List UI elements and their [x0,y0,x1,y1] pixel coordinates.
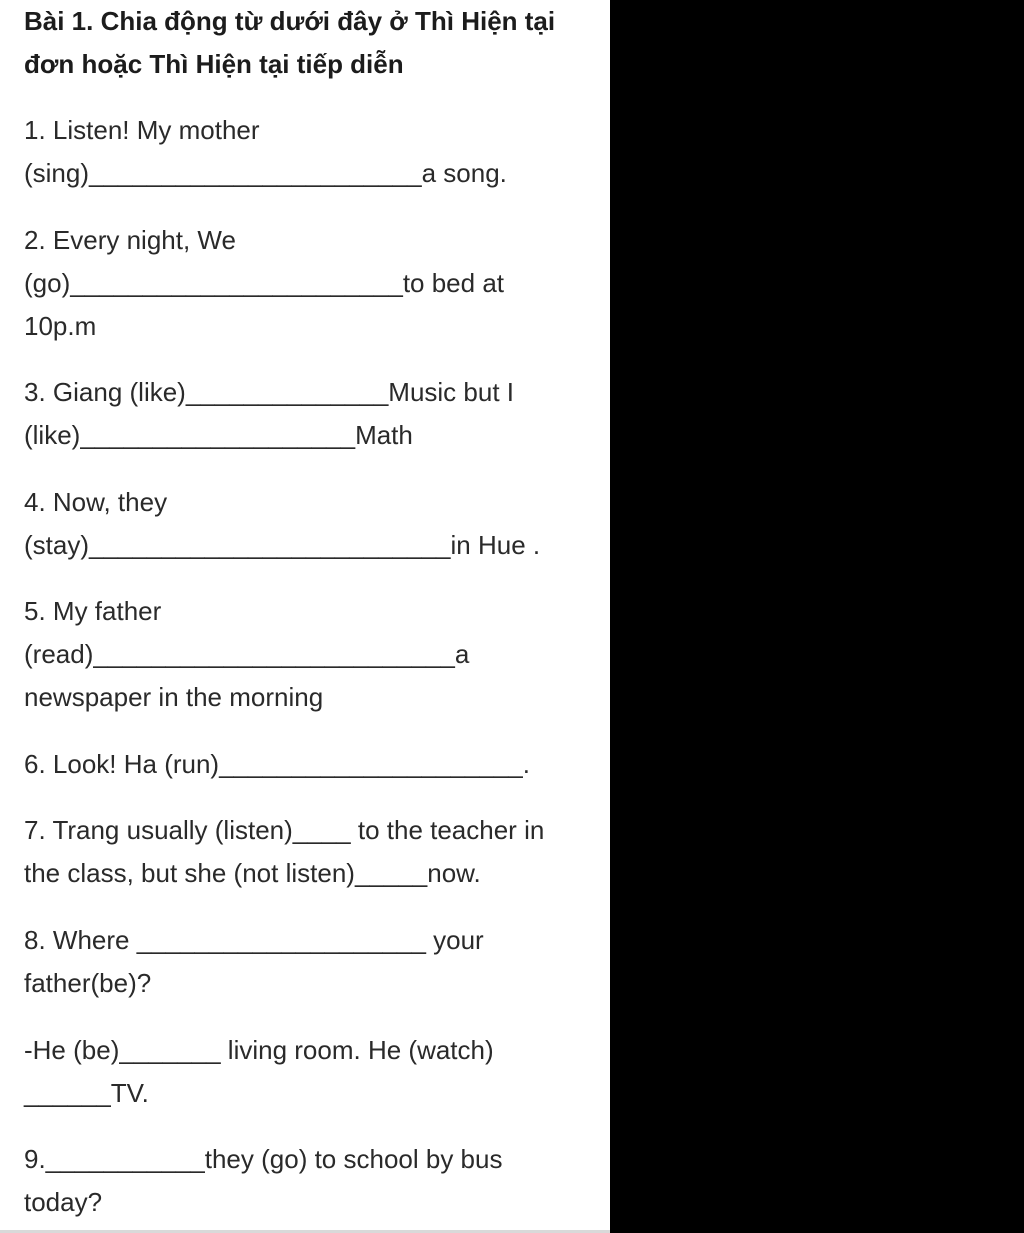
question-line: (like)___________________Math [24,420,413,450]
question-line: newspaper in the morning [24,682,324,712]
exercise-title [24,0,604,86]
question-line: 10p.m [24,311,97,341]
question-line: the class, but she (not listen)_____now. [24,858,481,888]
title-line: đơn hoặc Thì Hiện tại tiếp diễn [24,49,404,79]
question-7 [24,809,604,895]
question-5 [24,590,604,719]
question-line: 5. My father [24,596,162,626]
question-line: ______TV. [24,1078,149,1108]
question-line: 2. Every night, We [24,225,236,255]
question-line: 3. Giang (like)______________Music but I [24,377,514,407]
black-margin [610,0,1024,1233]
question-line: (sing)_______________________a song. [24,158,507,188]
question-line: 6. Look! Ha (run)_____________________. [24,749,530,779]
question-line: 9.___________they (go) to school by bus [24,1144,503,1174]
question-line: father(be)? [24,968,152,998]
question-line: 7. Trang usually (listen)____ to the teacher in [24,815,545,845]
question-9 [24,1138,604,1224]
question-line: (read)_________________________a [24,639,470,669]
question-6 [24,743,604,786]
title-line: Bài 1. Chia động từ dưới đây ở Thì Hiện tại [24,6,556,36]
question-line: 4. Now, they [24,487,168,517]
question-line: (go)_______________________to bed at [24,268,505,298]
question-4 [24,481,604,567]
question-line: 1. Listen! My mother [24,115,260,145]
question-1 [24,109,604,195]
question-line: today? [24,1187,103,1217]
question-8-answer [24,1029,604,1115]
question-3 [24,371,604,457]
question-2 [24,219,604,348]
question-line: -He (be)_______ living room. He (watch) [24,1035,494,1065]
question-8 [24,919,604,1005]
question-line: 8. Where ____________________ your [24,925,484,955]
question-line: (stay)_________________________in Hue . [24,530,541,560]
